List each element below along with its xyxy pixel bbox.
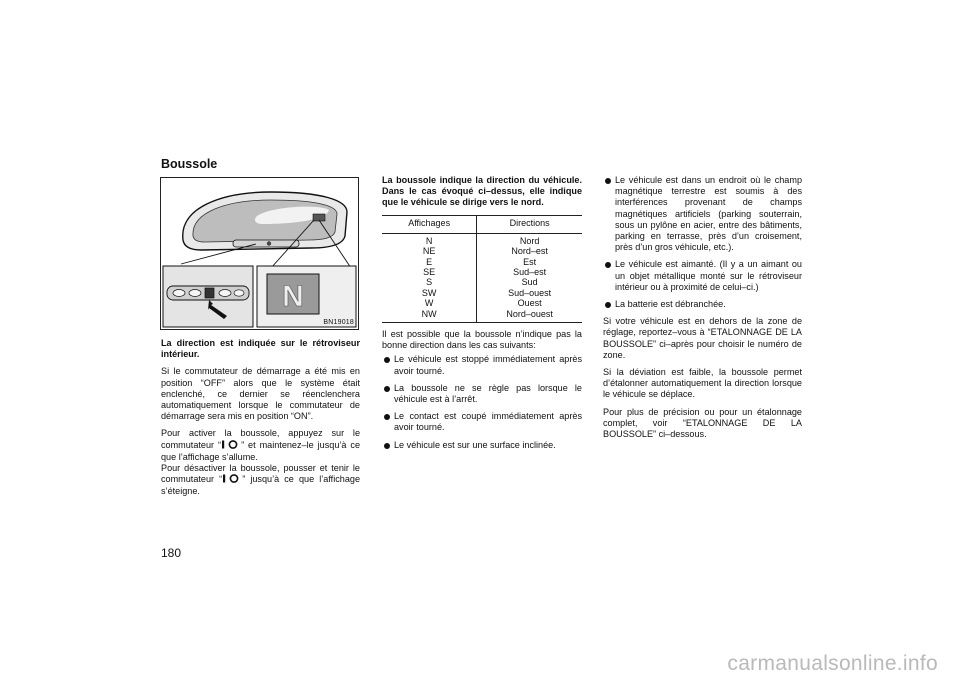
affichage-item: SE — [423, 267, 436, 278]
direction-item: Est — [523, 256, 537, 267]
col1-p3-after: ” jusqu’à ce que l’affichage s’éteigne. — [161, 474, 361, 497]
bullet-text: Le contact est coupé immédiatement après avoir tourné. — [394, 411, 582, 433]
col1-p2-before: Pour activer la boussole, appuyez sur le commutateur “ — [161, 428, 360, 450]
col1-p3-before: Pour désactiver la boussole, pousser et tenir le commutateur “ — [161, 463, 360, 485]
col2-heading: La boussole indique la direction du véhicule. Dans le cas évoqué ci–dessus, elle indique que le véhicule se dirige vers le nord. — [382, 175, 582, 208]
list-item — [603, 299, 802, 310]
affichage-item: N — [425, 235, 433, 246]
column-3 — [603, 175, 802, 446]
compass-switch-icon — [222, 474, 242, 486]
mirror-display-window — [313, 214, 325, 221]
watermark: carmanualsonline.info — [727, 652, 938, 675]
affichage-item: NW — [421, 308, 437, 319]
bullet-icon — [605, 302, 611, 308]
section-title: Boussole — [161, 157, 218, 171]
direction-item: Nord–ouest — [506, 308, 553, 319]
table-header-directions: Directions — [477, 215, 582, 233]
bullet-icon — [384, 357, 390, 363]
list-item — [382, 383, 582, 405]
affichage-item: NE — [422, 246, 436, 257]
list-item — [382, 354, 582, 376]
list-item — [382, 440, 582, 451]
mirror-illustration — [160, 177, 359, 330]
direction-item: Nord–est — [511, 246, 548, 257]
table-header-affichages: Affichages — [382, 215, 477, 233]
table-row — [382, 233, 582, 322]
list-item — [603, 175, 802, 253]
bullet-text: Le véhicule est sur une surface inclinée. — [394, 439, 556, 450]
bullet-text: La batterie est débranchée. — [615, 299, 726, 310]
bullet-text: La boussole ne se règle pas lorsque le véhicule est à l’arrêt. — [394, 382, 582, 405]
col1-heading: La direction est indiquée sur le rétroviseur intérieur. — [161, 338, 360, 360]
col1-paragraph-3 — [161, 463, 360, 498]
bullet-text: Le véhicule est dans un endroit où le champ magnétique terrestre est soumis à des interférences provenant de champs magnétiques artificiels (parking souterrain, sous un pylône en acier, entre des bâtiments, parking en terrasse, près d’un croisement, près d’un gros véhicule, etc.). — [615, 175, 802, 253]
table-header-row — [382, 215, 582, 233]
col3-paragraph-3: Pour plus de précision ou pour un étalonnage complet, voir “ETALONNAGE DE LA BOUSSOLE” ci–dessous. — [603, 406, 802, 440]
direction-item: Sud — [521, 277, 538, 288]
affichage-item: S — [426, 277, 433, 288]
direction-item: Sud–ouest — [508, 287, 552, 298]
col1-p2-after: ” et maintenez–le jusqu’à ce que l’affichage s’allume. — [161, 439, 361, 462]
direction-table — [382, 215, 582, 323]
bullet-icon — [384, 414, 390, 420]
affichages-cell — [382, 233, 477, 322]
bullet-text: Le véhicule est aimanté. (Il y a un aimant ou un objet métallique monté sur le rétroviseur intérieur ou à proximité de celui–ci.) — [615, 259, 802, 292]
figure-code: BN19018 — [323, 319, 354, 326]
affichage-item: W — [424, 298, 434, 309]
affichage-item: E — [426, 256, 433, 267]
col1-paragraph-2 — [161, 428, 360, 463]
bullet-icon — [605, 262, 611, 268]
direction-item: Ouest — [517, 298, 542, 309]
compass-switch-icon — [221, 440, 241, 452]
list-item — [382, 411, 582, 433]
direction-item: Sud–est — [513, 267, 547, 278]
column-1 — [161, 338, 360, 504]
col1-paragraph-1: Si le commutateur de démarrage a été mis en position “OFF” alors que le système était enclenché, ce dernier se réenclenchera automatiquement lorsque le commutateur de démarrage sera mis en position “ON”. — [161, 366, 360, 422]
mirror-button-strip — [233, 240, 299, 247]
bullet-icon — [384, 443, 390, 449]
col3-paragraph-2: Si la déviation est faible, la boussole permet d’étalonner automatiquement la direction lorsque le véhicule se déplace. — [603, 367, 802, 400]
page-number: 180 — [161, 546, 182, 560]
column-2 — [382, 175, 582, 457]
mirror-drawing — [161, 178, 358, 329]
col3-paragraph-1: Si votre véhicule est en dehors de la zone de réglage, reportez–vous à “ETALONNAGE DE LA BOUSSOLE” ci–après pour choisir le numéro de zone. — [603, 316, 802, 360]
affichage-item: SW — [421, 287, 437, 298]
compass-display-letter: N — [282, 280, 304, 313]
list-item — [603, 259, 802, 293]
directions-cell — [477, 233, 582, 322]
bullet-icon — [384, 386, 390, 392]
col2-intro: Il est possible que la boussole n’indique pas la bonne direction dans les cas suivants: — [382, 329, 582, 351]
bullet-icon — [605, 178, 611, 184]
bullet-text: Le véhicule est stoppé immédiatement après avoir tourné. — [394, 354, 582, 376]
direction-item: Nord — [519, 235, 540, 246]
